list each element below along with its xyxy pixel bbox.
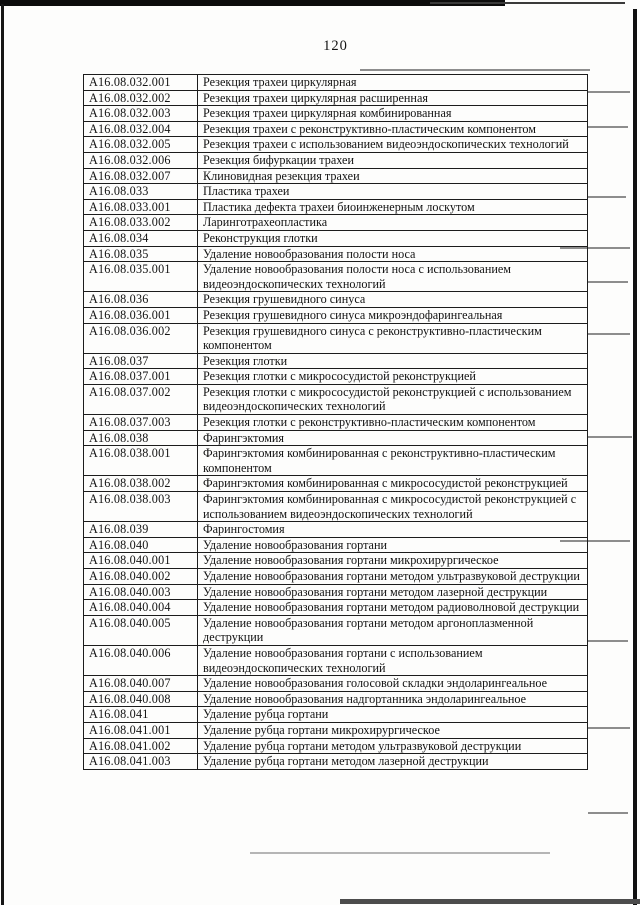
name-cell: Резекция грушевидного синуса микроэндофарингеальная [198, 307, 588, 323]
name-cell: Удаление новообразования полости носа [198, 246, 588, 262]
table-row [84, 676, 588, 692]
table-row [84, 537, 588, 553]
table-row [84, 707, 588, 723]
name-cell: Резекция бифуркации трахеи [198, 152, 588, 168]
table-row [84, 600, 588, 616]
table-row [84, 446, 588, 476]
table-row [84, 476, 588, 492]
name-cell: Удаление новообразования голосовой складки эндоларингеальное [198, 676, 588, 692]
code-cell: А16.08.040.006 [84, 645, 198, 675]
code-cell: А16.08.032.006 [84, 152, 198, 168]
code-cell: А16.08.040.005 [84, 615, 198, 645]
scan-artifact [360, 69, 590, 71]
table-row [84, 152, 588, 168]
name-cell: Пластика трахеи [198, 184, 588, 200]
name-cell: Удаление новообразования гортани [198, 537, 588, 553]
code-cell: А16.08.040.007 [84, 676, 198, 692]
table-row [84, 754, 588, 770]
code-cell: А16.08.033.002 [84, 215, 198, 231]
name-cell: Удаление рубца гортани методом ультразвуковой деструкции [198, 738, 588, 754]
table-row [84, 569, 588, 585]
name-cell: Удаление рубца гортани микрохирургическое [198, 722, 588, 738]
name-cell: Резекция глотки с реконструктивно-пластическим компонентом [198, 415, 588, 431]
table-row [84, 184, 588, 200]
scan-edge-left [1, 4, 4, 905]
code-cell: А16.08.038.002 [84, 476, 198, 492]
table-row [84, 738, 588, 754]
name-cell: Удаление новообразования гортани с использованием видеоэндоскопических технологий [198, 645, 588, 675]
code-cell: А16.08.034 [84, 230, 198, 246]
name-cell: Удаление новообразования гортани методом ультразвуковой деструкции [198, 569, 588, 585]
table-row [84, 90, 588, 106]
page-number: 120 [323, 38, 348, 54]
code-cell: А16.08.032.001 [84, 75, 198, 91]
name-cell: Фарингостомия [198, 522, 588, 538]
code-cell: А16.08.032.002 [84, 90, 198, 106]
table-row [84, 137, 588, 153]
scan-edge-top-thin [430, 2, 625, 4]
code-cell: А16.08.040.002 [84, 569, 198, 585]
name-cell: Удаление новообразования гортани методом лазерной деструкции [198, 584, 588, 600]
table-row [84, 384, 588, 414]
name-cell: Фарингэктомия [198, 430, 588, 446]
name-cell: Клиновидная резекция трахеи [198, 168, 588, 184]
code-cell: А16.08.037.001 [84, 369, 198, 385]
procedures-table-body [84, 75, 588, 770]
table-row [84, 553, 588, 569]
name-cell: Удаление рубца гортани [198, 707, 588, 723]
table-row [84, 262, 588, 292]
scan-artifact [250, 852, 550, 854]
name-cell: Резекция трахеи с использованием видеоэндоскопических технологий [198, 137, 588, 153]
table-row [84, 722, 588, 738]
table-row [84, 353, 588, 369]
scan-artifact [588, 196, 626, 198]
name-cell: Удаление рубца гортани методом лазерной деструкции [198, 754, 588, 770]
name-cell: Резекция трахеи циркулярная комбинированная [198, 106, 588, 122]
table-row [84, 323, 588, 353]
name-cell: Удаление новообразования полости носа с использованием видеоэндоскопических технологий [198, 262, 588, 292]
scan-artifact [588, 812, 628, 814]
code-cell: А16.08.040.001 [84, 553, 198, 569]
name-cell: Реконструкция глотки [198, 230, 588, 246]
name-cell: Резекция трахеи циркулярная [198, 75, 588, 91]
code-cell: А16.08.035 [84, 246, 198, 262]
name-cell: Удаление новообразования гортани методом аргоноплазменной деструкции [198, 615, 588, 645]
code-cell: А16.08.039 [84, 522, 198, 538]
code-cell: А16.08.036.001 [84, 307, 198, 323]
code-cell: А16.08.040.008 [84, 691, 198, 707]
name-cell: Резекция грушевидного синуса [198, 292, 588, 308]
scan-artifact [588, 436, 632, 438]
scan-artifact [588, 281, 628, 283]
name-cell: Резекция грушевидного синуса с реконструктивно-пластическим компонентом [198, 323, 588, 353]
name-cell: Удаление новообразования надгортанника эндоларингеальное [198, 691, 588, 707]
name-cell: Резекция глотки с микрососудистой реконструкцией [198, 369, 588, 385]
name-cell: Фарингэктомия комбинированная с микрососудистой реконструкцией [198, 476, 588, 492]
code-cell: А16.08.040 [84, 537, 198, 553]
name-cell: Резекция трахеи циркулярная расширенная [198, 90, 588, 106]
code-cell: А16.08.037.003 [84, 415, 198, 431]
table-row [84, 430, 588, 446]
scan-artifact [588, 126, 628, 128]
table-row [84, 168, 588, 184]
table-row [84, 307, 588, 323]
name-cell: Пластика дефекта трахеи биоинженерным лоскутом [198, 199, 588, 215]
name-cell: Резекция глотки с микрососудистой реконструкцией с использованием видеоэндоскопических технологий [198, 384, 588, 414]
table-row [84, 691, 588, 707]
code-cell: А16.08.038 [84, 430, 198, 446]
table-row [84, 645, 588, 675]
table-row [84, 584, 588, 600]
name-cell: Резекция глотки [198, 353, 588, 369]
code-cell: А16.08.041.002 [84, 738, 198, 754]
name-cell: Фарингэктомия комбинированная с микрососудистой реконструкцией с использованием видеоэндоскопических технологий [198, 492, 588, 522]
name-cell: Ларинготрахеопластика [198, 215, 588, 231]
scan-artifact [588, 727, 630, 729]
table-row [84, 415, 588, 431]
code-cell: А16.08.036.002 [84, 323, 198, 353]
code-cell: А16.08.033.001 [84, 199, 198, 215]
code-cell: А16.08.037 [84, 353, 198, 369]
scan-edge-right [633, 9, 637, 905]
code-cell: А16.08.035.001 [84, 262, 198, 292]
code-cell: А16.08.041.003 [84, 754, 198, 770]
code-cell: А16.08.038.001 [84, 446, 198, 476]
name-cell: Удаление новообразования гортани методом радиоволновой деструкции [198, 600, 588, 616]
name-cell: Фарингэктомия комбинированная с реконструктивно-пластическим компонентом [198, 446, 588, 476]
code-cell: А16.08.036 [84, 292, 198, 308]
code-cell: А16.08.038.003 [84, 492, 198, 522]
name-cell: Удаление новообразования гортани микрохирургическое [198, 553, 588, 569]
code-cell: А16.08.032.004 [84, 121, 198, 137]
scan-artifact [588, 640, 628, 642]
table-row [84, 522, 588, 538]
table-row [84, 121, 588, 137]
code-cell: А16.08.037.002 [84, 384, 198, 414]
code-cell: А16.08.032.005 [84, 137, 198, 153]
table-row [84, 230, 588, 246]
code-cell: А16.08.040.003 [84, 584, 198, 600]
scan-artifact [588, 91, 630, 93]
scan-edge-bottom [340, 899, 640, 904]
code-cell: А16.08.033 [84, 184, 198, 200]
name-cell: Резекция трахеи с реконструктивно-пластическим компонентом [198, 121, 588, 137]
code-cell: А16.08.040.004 [84, 600, 198, 616]
table-row [84, 199, 588, 215]
code-cell: А16.08.032.003 [84, 106, 198, 122]
code-cell: А16.08.032.007 [84, 168, 198, 184]
table-row [84, 75, 588, 91]
table-row [84, 615, 588, 645]
table-row [84, 215, 588, 231]
table-row [84, 246, 588, 262]
table-row [84, 492, 588, 522]
code-cell: А16.08.041.001 [84, 722, 198, 738]
table-row [84, 106, 588, 122]
scan-artifact [588, 333, 630, 335]
table-row [84, 369, 588, 385]
code-cell: А16.08.041 [84, 707, 198, 723]
table-row [84, 292, 588, 308]
procedures-table [83, 74, 588, 770]
